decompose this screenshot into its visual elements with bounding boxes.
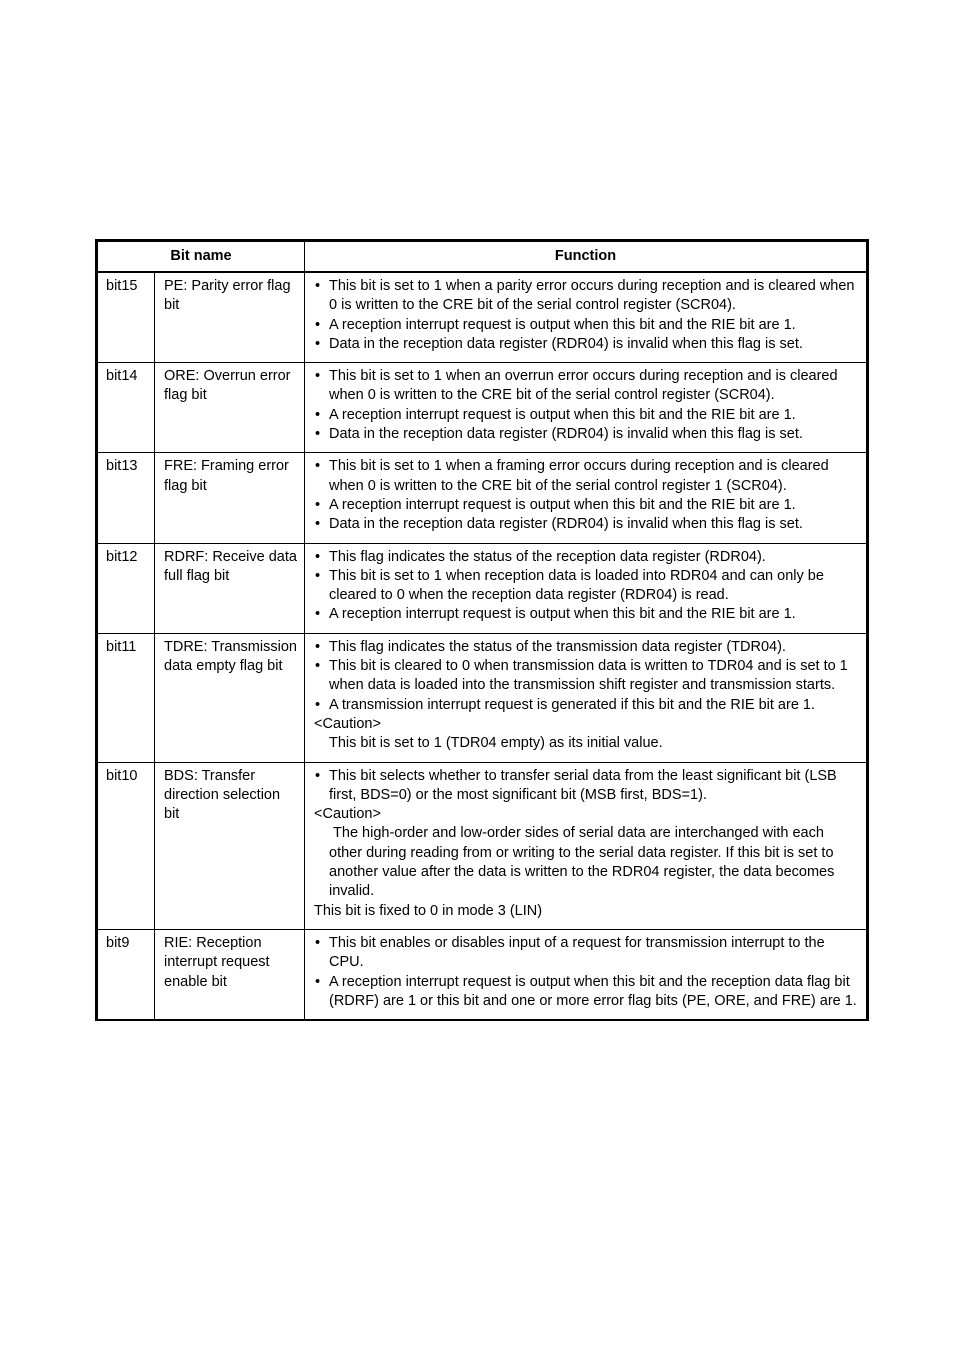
header-bit-name: Bit name [97, 241, 305, 273]
bit-number-cell: bit11 [97, 633, 155, 762]
function-note: <Caution> [314, 715, 381, 732]
function-list [314, 767, 858, 921]
function-list [314, 277, 858, 354]
function-bullet-item: • A reception interrupt request is output when this bit and the RIE bit are 1. [314, 496, 858, 515]
bit-function-table [95, 239, 869, 1021]
table-row [97, 453, 868, 543]
function-list [314, 548, 858, 625]
bit-number-cell: bit9 [97, 929, 155, 1020]
function-cell [305, 363, 868, 453]
table-row [97, 272, 868, 363]
function-bullet-item: • This bit is set to 1 when a parity error occurs during reception and is cleared when 0 is written to the CRE bit of the serial control register (SCR04). [314, 277, 858, 316]
table-row [97, 762, 868, 929]
table-body [97, 272, 868, 1020]
header-function: Function [305, 241, 868, 273]
function-bullet-item: • This bit is set to 1 when a framing error occurs during reception and is cleared when 0 is written to the CRE bit of the serial control register 1 (SCR04). [314, 457, 858, 496]
table-header-row [97, 241, 868, 273]
function-bullet-item: • A reception interrupt request is output when this bit and the RIE bit are 1. [314, 406, 858, 425]
function-bullet-item: • This flag indicates the status of the transmission data register (TDR04). [314, 638, 858, 657]
bit-name-cell: TDRE: Transmission data empty flag bit [155, 633, 305, 762]
function-cell [305, 272, 868, 363]
function-bullet-item: • A reception interrupt request is output when this bit and the RIE bit are 1. [314, 605, 858, 624]
function-bullet-item: • This bit is set to 1 when an overrun error occurs during reception and is cleared when 0 is written to the CRE bit of the serial control register (SCR04). [314, 367, 858, 406]
bit-number-cell: bit10 [97, 762, 155, 929]
function-list [314, 457, 858, 534]
function-cell [305, 633, 868, 762]
function-bullet-item: • Data in the reception data register (RDR04) is invalid when this flag is set. [314, 425, 858, 444]
function-bullet-item: • This bit selects whether to transfer serial data from the least significant bit (LSB first, BDS=0) or the most significant bit (MSB first, BDS=1). [314, 767, 858, 806]
function-cell [305, 543, 868, 633]
function-bullet-item: • This bit is cleared to 0 when transmission data is written to TDR04 and is set to 1 when data is loaded into the transmission shift register and transmission starts. [314, 657, 858, 696]
table-row [97, 543, 868, 633]
bit-number-cell: bit13 [97, 453, 155, 543]
function-cell [305, 453, 868, 543]
bit-number-cell: bit14 [97, 363, 155, 453]
bit-name-cell: RDRF: Receive data full flag bit [155, 543, 305, 633]
function-bullet-item: • This flag indicates the status of the reception data register (RDR04). [314, 548, 858, 567]
function-bullet-item: • A transmission interrupt request is generated if this bit and the RIE bit are 1. [314, 696, 858, 715]
table-row [97, 929, 868, 1020]
function-note: This bit is fixed to 0 in mode 3 (LIN) [314, 902, 543, 919]
function-list [314, 934, 858, 1011]
function-bullet-item: • A reception interrupt request is output when this bit and the RIE bit are 1. [314, 316, 858, 335]
caution-text: This bit is set to 1 (TDR04 empty) as its initial value. [329, 735, 663, 752]
bit-name-cell: ORE: Overrun error flag bit [155, 363, 305, 453]
bit-name-cell: BDS: Transfer direction selection bit [155, 762, 305, 929]
bit-number-cell: bit15 [97, 272, 155, 363]
function-bullet-item: • A reception interrupt request is output when this bit and the reception data flag bit (RDRF) are 1 or this bit and one or more error flag bits (PE, ORE, and FRE) are 1. [314, 973, 858, 1012]
caution-text: The high-order and low-order sides of serial data are interchanged with each other during reading from or writing to the serial data register. If this bit is set to another value after the data is written to the RDR04 register, the data becomes invalid. [329, 825, 835, 900]
bit-name-cell: FRE: Framing error flag bit [155, 453, 305, 543]
function-bullet-item: • This bit enables or disables input of a request for transmission interrupt to the CPU. [314, 934, 858, 973]
function-list [314, 638, 858, 754]
function-cell [305, 762, 868, 929]
function-bullet-item: • Data in the reception data register (RDR04) is invalid when this flag is set. [314, 335, 858, 354]
function-cell [305, 929, 868, 1020]
table-row [97, 363, 868, 453]
function-bullet-item: • Data in the reception data register (RDR04) is invalid when this flag is set. [314, 515, 858, 534]
function-list [314, 367, 858, 444]
function-bullet-item: • This bit is set to 1 when reception data is loaded into RDR04 and can only be cleared to 0 when the reception data register (RDR04) is read. [314, 567, 858, 606]
bit-name-cell: PE: Parity error flag bit [155, 272, 305, 363]
bit-number-cell: bit12 [97, 543, 155, 633]
table-row [97, 633, 868, 762]
function-note: <Caution> [314, 806, 381, 823]
bit-name-cell: RIE: Reception interrupt request enable bit [155, 929, 305, 1020]
